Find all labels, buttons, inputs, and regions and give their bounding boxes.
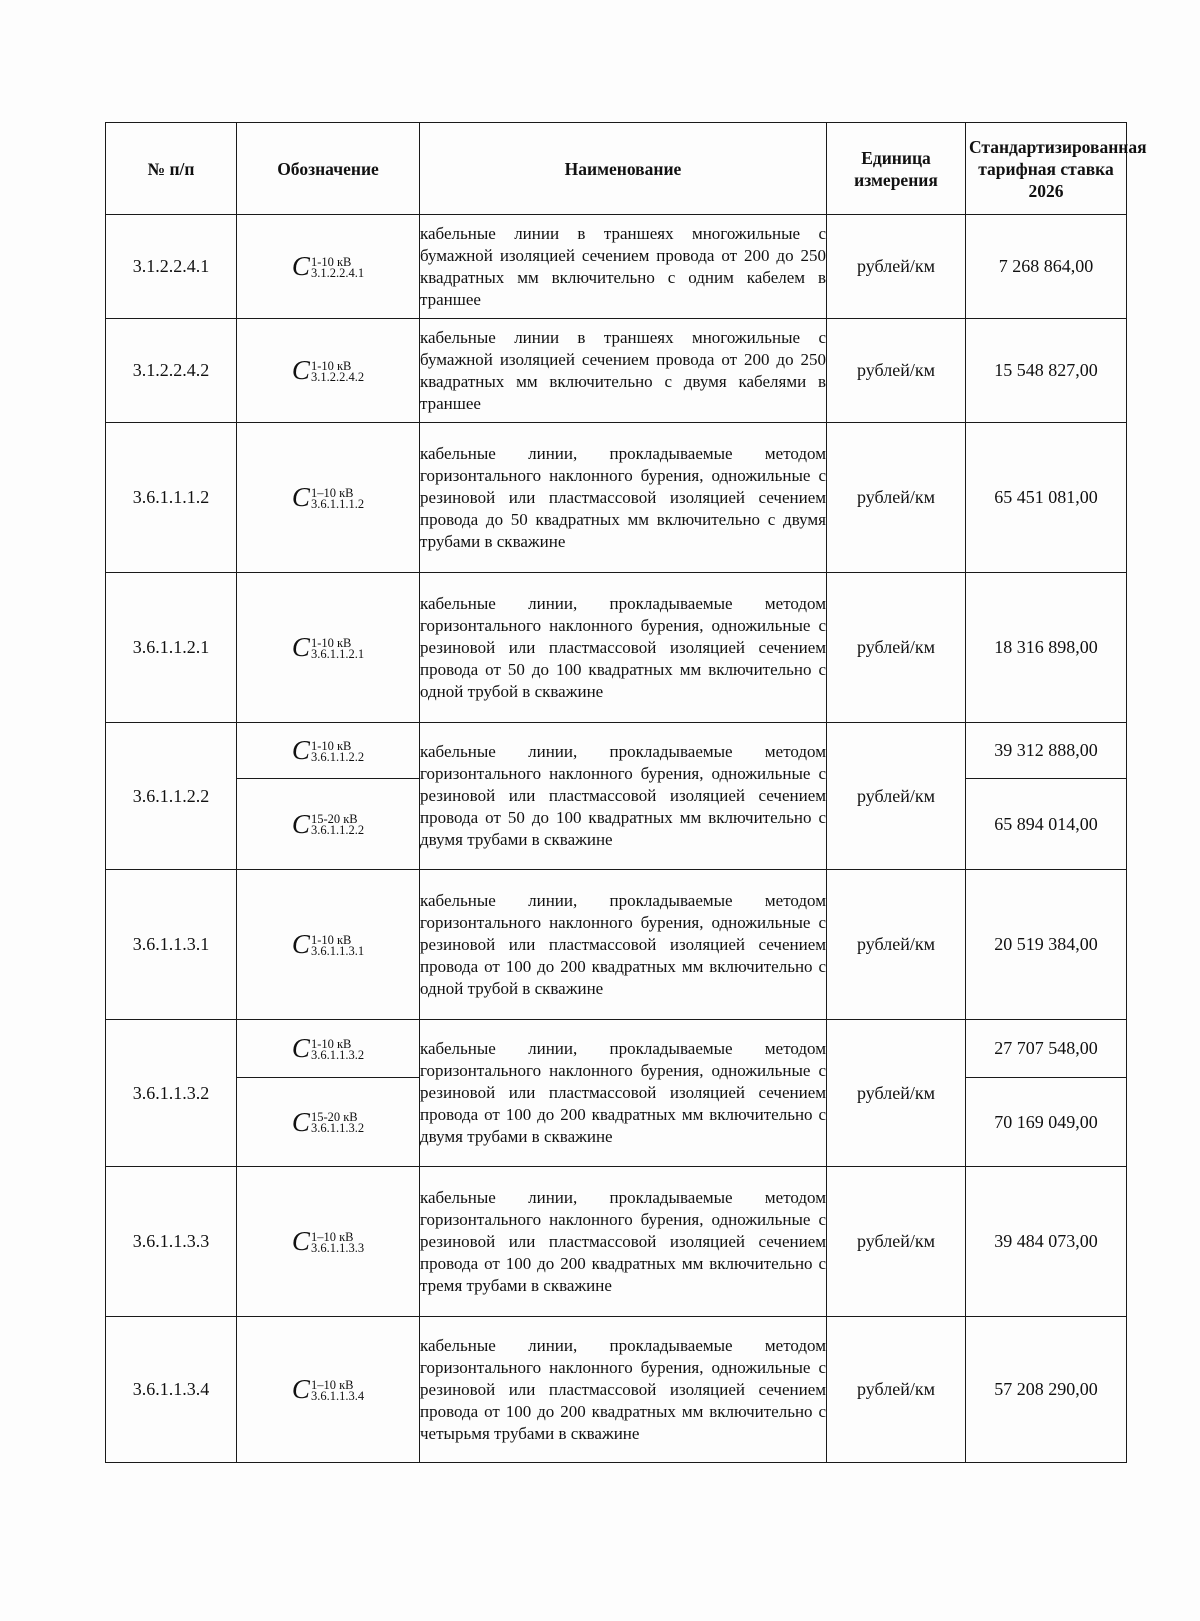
designation-cell (237, 423, 420, 573)
symbol-voltage: 15-20 кВ (310, 812, 358, 826)
row-number: 3.6.1.1.3.3 (106, 1167, 237, 1317)
row-rate: 7 268 864,00 (966, 215, 1127, 319)
symbol-voltage: 1-10 кВ (310, 1036, 352, 1051)
row-rate: 65 894 014,00 (966, 779, 1127, 870)
symbol-voltage: 1-10 кВ (310, 358, 352, 373)
row-rate: 57 208 290,00 (966, 1317, 1127, 1463)
symbol-letter: C (291, 1374, 310, 1404)
tariff-symbol (292, 1376, 364, 1404)
row-number: 3.6.1.1.3.1 (106, 870, 237, 1020)
row-name: кабельные линии, прокладываемые методом горизонтального наклонного бурения, одножильные с резиновой или пластмассовой изоляцией сечением провода до 50 квадратных мм включительно с двумя трубами в скважине (420, 423, 827, 573)
row-rate: 39 312 888,00 (966, 723, 1127, 779)
symbol-index: 3.6.1.1.3.4 (310, 1388, 365, 1403)
designation-cell (237, 319, 420, 423)
symbol-voltage: 1–10 кВ (310, 485, 354, 500)
symbol-index: 3.1.2.2.4.2 (310, 369, 365, 384)
row-name: кабельные линии, прокладываемые методом горизонтального наклонного бурения, одножильные с резиновой или пластмассовой изоляцией сечением провода от 50 до 100 квадратных мм включительно с двумя трубами в скважине (420, 723, 827, 870)
symbol-voltage: 1-10 кВ (310, 738, 352, 753)
row-name: кабельные линии, прокладываемые методом горизонтального наклонного бурения, одножильные с резиновой или пластмассовой изоляцией сечением провода от 50 до 100 квадратных мм включительно с одной трубой в скважине (420, 573, 827, 723)
row-unit: рублей/км (827, 1317, 966, 1463)
row-number: 3.1.2.2.4.1 (106, 215, 237, 319)
tariff-symbol (292, 1108, 364, 1136)
row-unit: рублей/км (827, 723, 966, 870)
row-unit: рублей/км (827, 573, 966, 723)
row-unit: рублей/км (827, 1020, 966, 1167)
table-body (106, 215, 1127, 1463)
symbol-letter: C (291, 482, 310, 512)
tariff-symbol (292, 484, 364, 512)
header-num: № п/п (106, 123, 237, 215)
designation-cell (237, 1167, 420, 1317)
row-number: 3.1.2.2.4.2 (106, 319, 237, 423)
table-row (106, 723, 1127, 779)
tariff-table (105, 122, 1147, 1463)
symbol-voltage: 1–10 кВ (310, 1377, 354, 1392)
row-unit: рублей/км (827, 1167, 966, 1317)
designation-cell (237, 1020, 420, 1078)
table-row (106, 1020, 1127, 1078)
row-number: 3.6.1.1.3.2 (106, 1020, 237, 1167)
row-number: 3.6.1.1.1.2 (106, 423, 237, 573)
row-name: кабельные линии в траншеях многожильные с бумажной изоляцией сечением провода от 200 до 250 квадратных мм включительно с двумя кабелями в траншее (420, 319, 827, 423)
symbol-voltage: 1-10 кВ (310, 932, 352, 947)
symbol-voltage: 1–10 кВ (310, 1229, 354, 1244)
row-name: кабельные линии в траншеях многожильные с бумажной изоляцией сечением провода от 200 до 250 квадратных мм включительно с одним кабелем в траншее (420, 215, 827, 319)
designation-cell (237, 1317, 420, 1463)
row-rate: 20 519 384,00 (966, 870, 1127, 1020)
header-unit: Единица измерения (827, 123, 966, 215)
symbol-letter: C (291, 1226, 310, 1256)
symbol-voltage: 15-20 кВ (310, 1110, 358, 1124)
designation-cell (237, 723, 420, 779)
table-header-row (106, 123, 1127, 215)
symbol-index: 3.6.1.1.1.2 (310, 496, 365, 511)
symbol-letter: C (291, 251, 310, 281)
row-number: 3.6.1.1.3.4 (106, 1317, 237, 1463)
row-rate: 65 451 081,00 (966, 423, 1127, 573)
table-row (106, 423, 1127, 573)
designation-cell (237, 1078, 420, 1167)
row-number: 3.6.1.1.2.2 (106, 723, 237, 870)
row-name: кабельные линии, прокладываемые методом горизонтального наклонного бурения, одножильные с резиновой или пластмассовой изоляцией сечением провода от 100 до 200 квадратных мм включительно с одной трубой в скважине (420, 870, 827, 1020)
symbol-letter: C (291, 1033, 310, 1063)
symbol-index: 3.6.1.1.3.2 (310, 1121, 365, 1135)
symbol-index: 3.6.1.1.3.3 (310, 1240, 365, 1255)
row-name: кабельные линии, прокладываемые методом горизонтального наклонного бурения, одножильные с резиновой или пластмассовой изоляцией сечением провода от 100 до 200 квадратных мм включительно с четырьмя трубами в скважине (420, 1317, 827, 1463)
table-row (106, 870, 1127, 1020)
tariff-symbol (292, 810, 364, 838)
designation-cell (237, 779, 420, 870)
tariff-symbol (292, 1228, 364, 1256)
tariff-symbol (292, 634, 364, 662)
tariff-symbol (292, 931, 364, 959)
tariff-symbol (292, 253, 364, 281)
row-rate: 70 169 049,00 (966, 1078, 1127, 1167)
designation-cell (237, 870, 420, 1020)
tariff-symbol (292, 737, 364, 765)
symbol-voltage: 1-10 кВ (310, 254, 352, 269)
symbol-index: 3.6.1.1.2.2 (310, 749, 365, 764)
row-name: кабельные линии, прокладываемые методом горизонтального наклонного бурения, одножильные с резиновой или пластмассовой изоляцией сечением провода от 100 до 200 квадратных мм включительно с двумя трубами в скважине (420, 1020, 827, 1167)
table-row (106, 1317, 1127, 1463)
tariff-symbol (292, 357, 364, 385)
symbol-letter: C (291, 808, 310, 839)
symbol-index: 3.6.1.1.2.2 (310, 823, 365, 837)
table-row (106, 215, 1127, 319)
row-unit: рублей/км (827, 319, 966, 423)
header-rate: Стандартизированная тарифная ставка 2026 (966, 123, 1127, 215)
symbol-index: 3.6.1.1.3.1 (310, 943, 365, 958)
symbol-letter: C (291, 1106, 310, 1137)
row-unit: рублей/км (827, 423, 966, 573)
row-unit: рублей/км (827, 870, 966, 1020)
designation-cell (237, 573, 420, 723)
row-rate: 27 707 548,00 (966, 1020, 1127, 1078)
row-name: кабельные линии, прокладываемые методом горизонтального наклонного бурения, одножильные с резиновой или пластмассовой изоляцией сечением провода от 100 до 200 квадратных мм включительно с тремя трубами в скважине (420, 1167, 827, 1317)
table-row (106, 573, 1127, 723)
table-row (106, 1167, 1127, 1317)
row-number: 3.6.1.1.2.1 (106, 573, 237, 723)
designation-cell (237, 215, 420, 319)
symbol-index: 3.6.1.1.2.1 (310, 646, 365, 661)
table-row (106, 319, 1127, 423)
symbol-index: 3.6.1.1.3.2 (310, 1047, 365, 1062)
row-rate: 18 316 898,00 (966, 573, 1127, 723)
symbol-voltage: 1-10 кВ (310, 635, 352, 650)
header-code: Обозначение (237, 123, 420, 215)
header-name: Наименование (420, 123, 827, 215)
symbol-index: 3.1.2.2.4.1 (310, 265, 365, 280)
symbol-letter: C (291, 632, 310, 662)
symbol-letter: C (291, 355, 310, 385)
symbol-letter: C (291, 929, 310, 959)
row-rate: 39 484 073,00 (966, 1167, 1127, 1317)
tariff-symbol (292, 1035, 364, 1063)
row-unit: рублей/км (827, 215, 966, 319)
symbol-letter: C (291, 735, 310, 765)
row-rate: 15 548 827,00 (966, 319, 1127, 423)
